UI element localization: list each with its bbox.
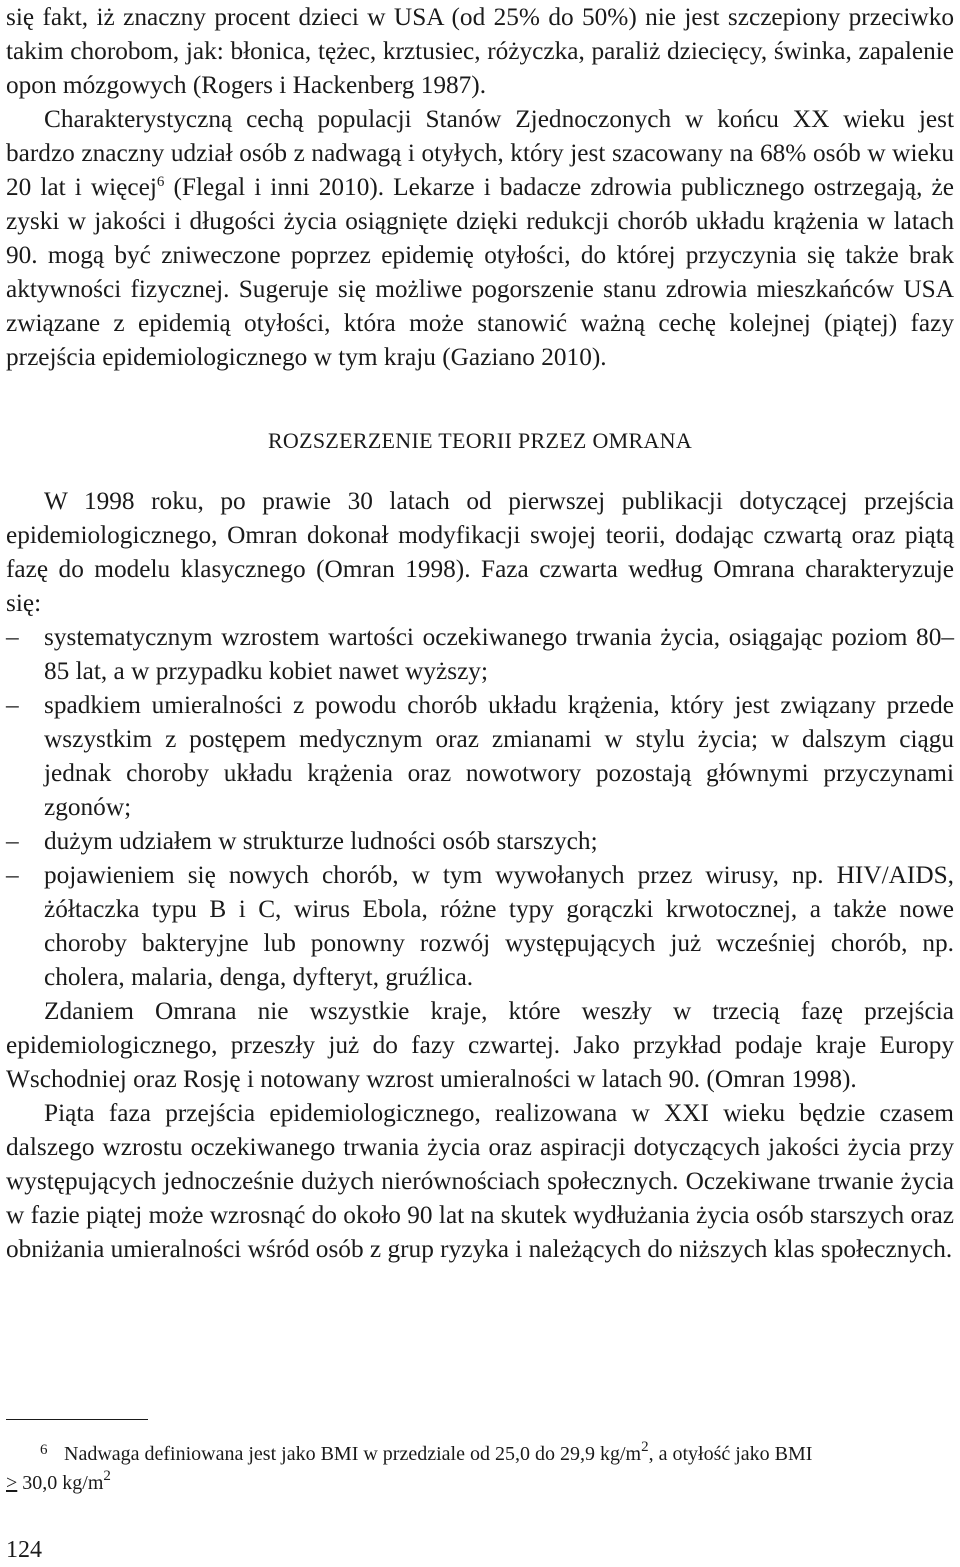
page-body [6, 0, 954, 1266]
intro-text-1: się fakt, iż znaczny procent dzieci w USA (od 25% do 50%) nie jest szczepiony przeciwko takim chorobom, jak: błonica, tężec, krztusiec, różyczka, paraliż dziecięcy, świnka, zapalenie opon mózgowych (Rogers i Hackenberg 1987). [6, 3, 954, 99]
list-item [6, 824, 954, 858]
intro-text-2a: Charakterystyczną cechą populacji Stanów Zjednoczonych w końcu XX wieku jest bardzo znaczny udział osób z nadwagą i otyłych, który jest szacowany na 68% osób w wieku 20 lat i więcej [6, 105, 954, 201]
footnote-reference[interactable]: 6 [156, 174, 165, 190]
dash-marker: – [6, 861, 19, 889]
footnote-text-2: , a otyłość jako BMI [648, 1443, 813, 1465]
section-paragraph-3 [6, 1096, 954, 1266]
intro-paragraph-1 [6, 0, 954, 102]
section-text-3: Piąta faza przejścia epidemiologicznego, realizowana w XXI wieku będzie czasem dalszego wzrostu oczekiwanego trwania życia oraz aspiracji dotyczących jakości życia przy występujących jednocześnie dużych nierównościach społecznych. Oczekiwane trwanie życia w fazie piątej może wzrosnąć do około 90 lat na skutek wydłużania życia osób starszych oraz obniżania umieralności wśród osób z grup ryzyka i należących do niższych klas społecznych. [6, 1099, 954, 1263]
footnote-separator [6, 1419, 148, 1420]
dash-marker: – [6, 691, 19, 719]
footnote-text-1: Nadwaga definiowana jest jako BMI w przedziale od 25,0 do 29,9 kg/m [64, 1443, 642, 1465]
section-paragraph-2 [6, 994, 954, 1096]
footnote-superscript-1: 2 [641, 1439, 649, 1455]
footnote-text-3: 30,0 kg/m [17, 1472, 104, 1494]
dash-marker: – [6, 827, 19, 855]
intro-paragraph-2 [6, 102, 954, 374]
list-item [6, 620, 954, 688]
list-item [6, 858, 954, 994]
dash-marker: – [6, 623, 19, 651]
phase-four-list [6, 620, 954, 994]
section-text-2: Zdaniem Omrana nie wszystkie kraje, które weszły w trzecią fazę przejścia epidemiologicznego, przeszły już do fazy czwartej. Jako przykład podaje kraje Europy Wschodniej oraz Rosję i notowany wzrost umieralności w latach 90. (Omran 1998). [6, 997, 954, 1093]
greater-equal-symbol: > [6, 1472, 18, 1494]
list-item-text: spadkiem umieralności z powodu chorób układu krążenia, który jest związany przede wszystkim z postępem medycznym oraz zmianami w stylu życia; w dalszym ciągu jednak choroby układu krążenia oraz nowotwory pozostają głównymi przyczynami zgonów; [44, 691, 954, 821]
page-number: 124 [6, 1537, 42, 1563]
section-paragraph-1 [6, 484, 954, 620]
list-item-text: pojawieniem się nowych chorób, w tym wywołanych przez wirusy, np. HIV/AIDS, żółtaczka typu B i C, wirus Ebola, różne typy gorączki krwotocznej, a także nowe choroby bakteryjne lub ponowny rozwój występujących już wcześniej chorób, np. cholera, malaria, denga, dyfteryt, gruźlica. [44, 861, 954, 991]
list-item-text: dużym udziałem w strukturze ludności osób starszych; [44, 827, 598, 855]
intro-text-2b: (Flegal i inni 2010). Lekarze i badacze zdrowia publicznego ostrzegają, że zyski w jakości i długości życia osiągnięte dzięki redukcji chorób układu krążenia w latach 90. mogą być zniweczone poprzez epidemię otyłości, do której przyczynia się także brak aktywności fizycznej. Sugeruje się możliwe pogorszenie stanu zdrowia mieszkańców USA związane z epidemią otyłości, która może stanowić ważną cechę kolejnej (piątej) fazy przejścia epidemiologicznego w tym kraju (Gaziano 2010). [6, 173, 955, 371]
list-item-text: systematycznym wzrostem wartości oczekiwanego trwania życia, osiągając poziom 80–85 lat, a w przypadku kobiet nawet wyższy; [44, 623, 954, 685]
list-item [6, 688, 954, 824]
footnote: 6 Nadwaga definiowana jest jako BMI w przedziale od 25,0 do 29,9 $kg/m^2$, a otyłość jako BMI > 30,0 $kg/m^2$ [6, 1439, 813, 1494]
section-text-1: W 1998 roku, po prawie 30 latach od pierwszej publikacji dotyczącej przejścia epidemiologicznego, Omran dokonał modyfikacji swojej teorii, dodając czwartą oraz piątą fazę do modelu klasycznego (Omran 1998). Faza czwarta według Omrana charakteryzuje się: [6, 487, 954, 617]
section-heading: ROZSZERZENIE TEORII PRZEZ OMRANA [267, 428, 693, 453]
footnote-superscript-2: 2 [103, 1468, 111, 1484]
